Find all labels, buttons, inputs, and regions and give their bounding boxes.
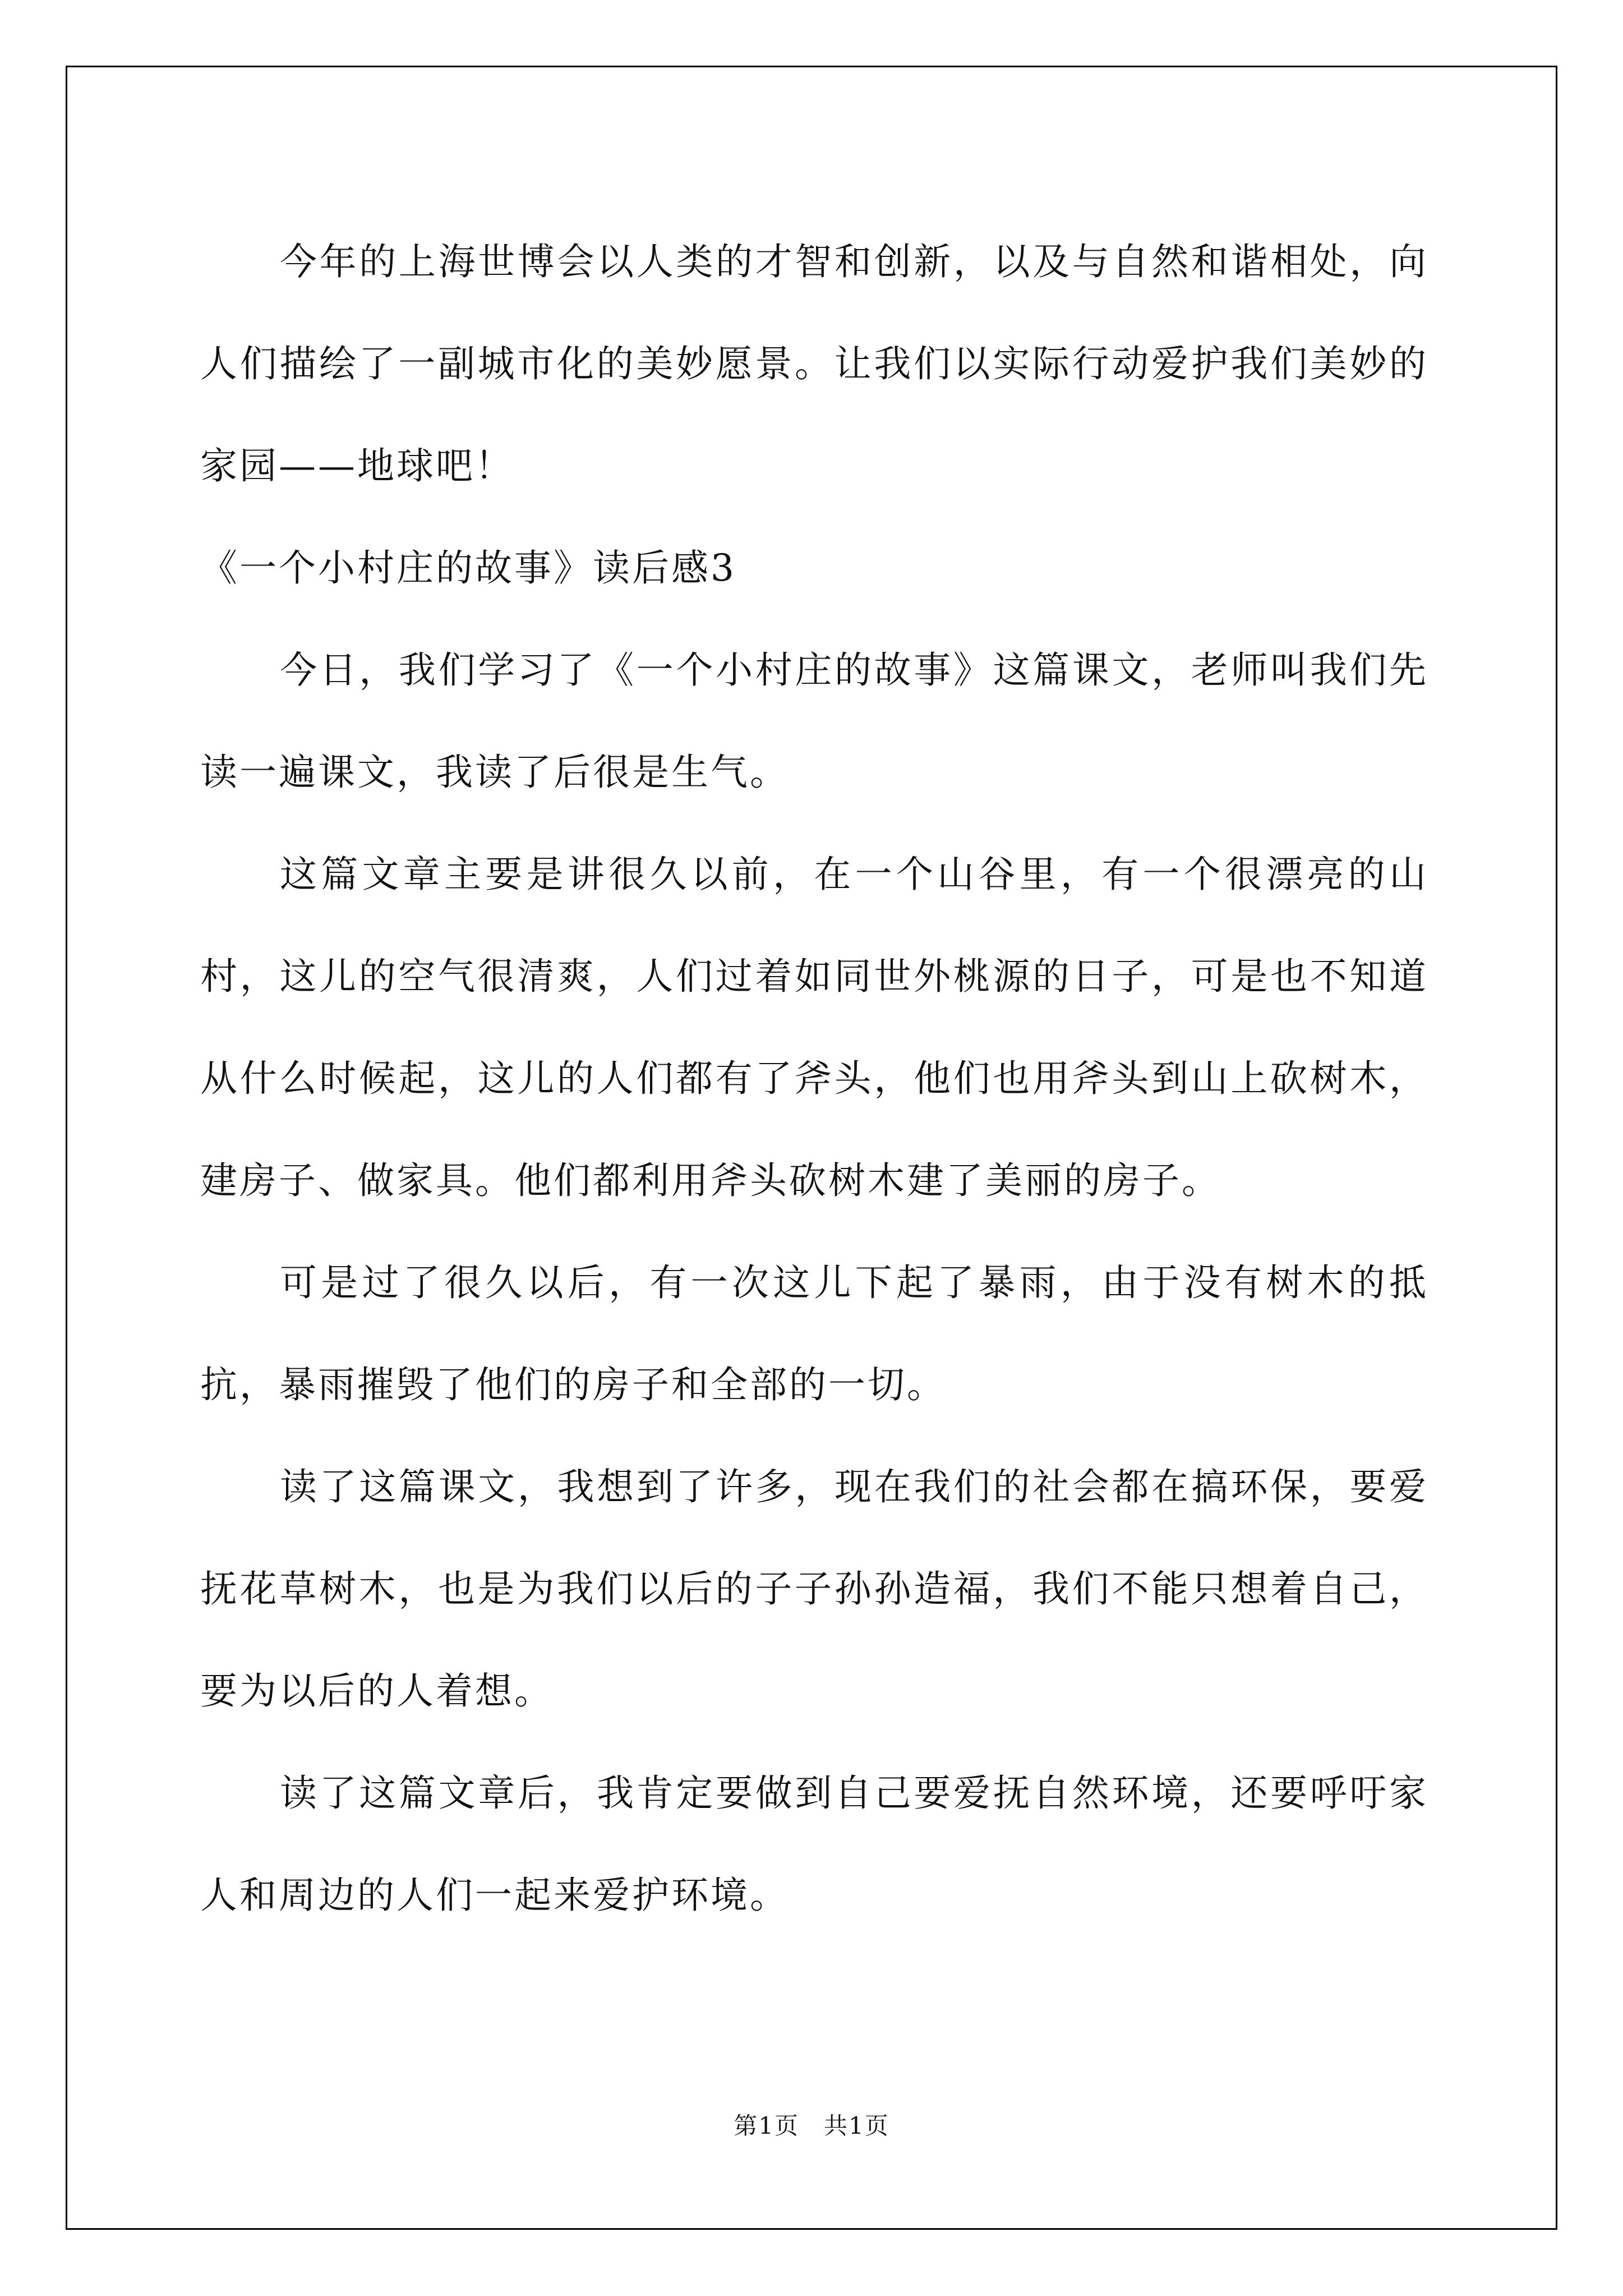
paragraph-4: 读了这篇课文，我想到了许多，现在我们的社会都在搞环保，要爱抚花草树木，也是为我们以后的子子孙孙造福，我们不能只想着自己，要为以后的人着想。 [200, 1465, 1428, 1713]
paragraph-2: 这篇文章主要是讲很久以前，在一个山谷里，有一个很漂亮的山村，这儿的空气很清爽，人们过着如同世外桃源的日子，可是也不知道从什么时候起，这儿的人们都有了斧头，他们也用斧头到山上砍树木，建房子、做家具。他们都利用斧头砍树木建了美丽的房子。 [200, 853, 1428, 1202]
paragraph-5: 读了这篇文章后，我肯定要做到自己要爱抚自然环境，还要呼吁家人和周边的人们一起来爱护环境。 [200, 1772, 1428, 1917]
paragraph-3: 可是过了很久以后，有一次这儿下起了暴雨，由于没有树木的抵抗，暴雨摧毁了他们的房子和全部的一切。 [200, 1261, 1428, 1406]
document-body [200, 211, 1428, 1947]
paragraph-1: 今日，我们学习了《一个小村庄的故事》这篇课文，老师叫我们先读一遍课文，我读了后很是生气。 [200, 648, 1428, 794]
section-heading: 《一个小村庄的故事》读后感3 [200, 546, 736, 590]
page-number: 第1页 共1页 [734, 2112, 889, 2139]
paragraph-intro: 今年的上海世博会以人类的才智和创新，以及与自然和谐相处，向人们描绘了一副城市化的美妙愿景。让我们以实际行动爱护我们美妙的家园——地球吧！ [200, 240, 1428, 487]
